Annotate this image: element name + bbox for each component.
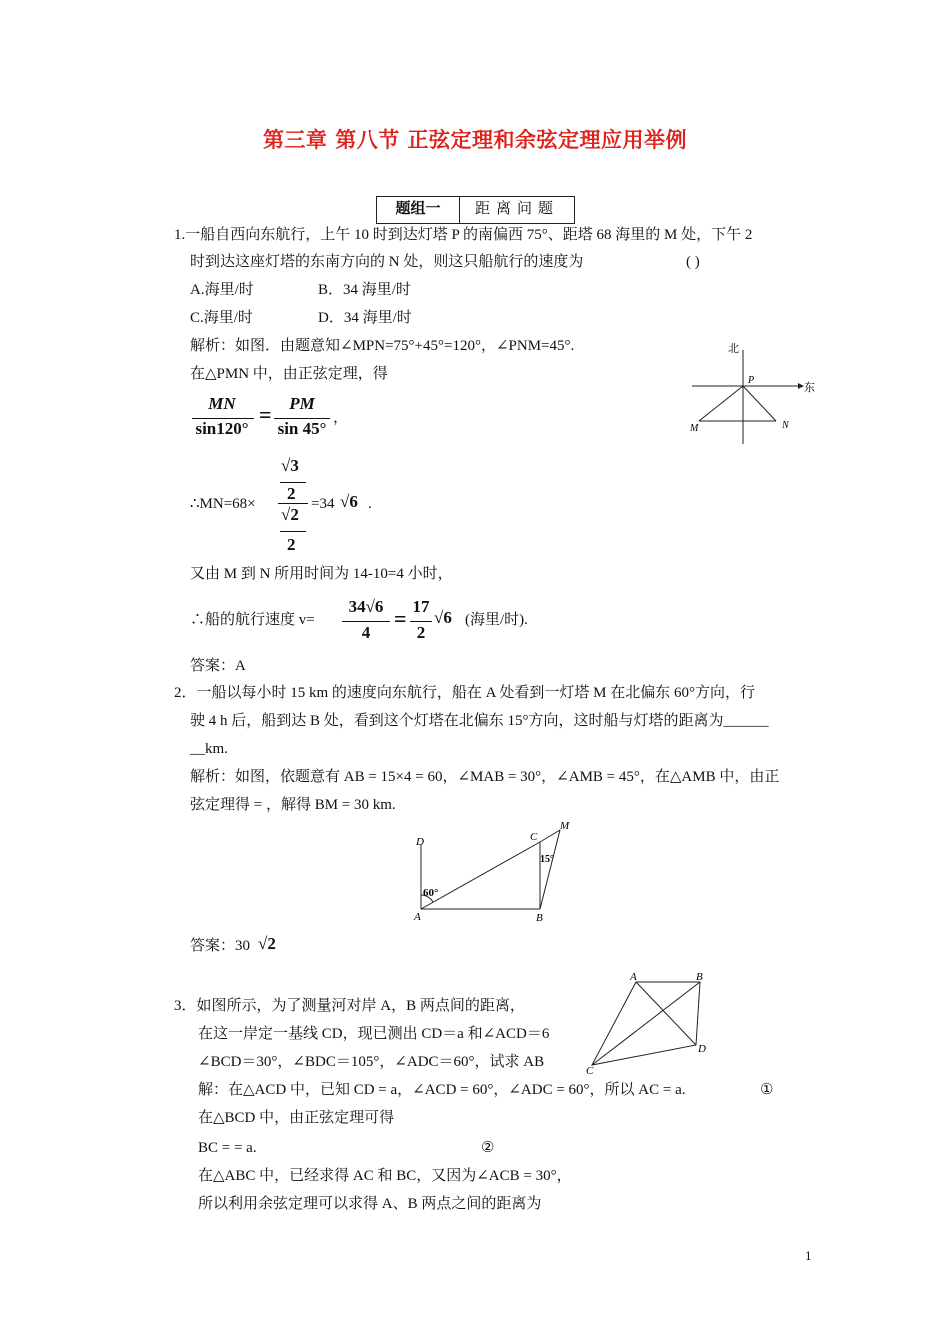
q2-line3: __km.: [190, 741, 228, 757]
q1-fig-pn-line: [743, 386, 776, 421]
q1-option-c: C.海里/时: [190, 310, 253, 326]
q2-fig-c: C: [530, 831, 538, 843]
q1-speed-num: 34√6: [348, 597, 384, 616]
q2-line1: 2．一船以每小时 15 km 的速度向东航行，船在 A 处看到一灯塔 M 在北偏东 60°方向，行: [174, 685, 756, 701]
q2-solution-line1: 解析：如图，依题意有 AB = 15×4 = 60，∠MAB = 30°，∠AMB = 45°，在△AMB 中，由正: [190, 769, 780, 785]
q1-speed-prefix: ∴船的航行速度 v=: [190, 612, 315, 628]
q3-fig-b: B: [696, 971, 703, 983]
q2-answer: 答案：30: [190, 938, 251, 954]
q1-frac-right: [274, 394, 330, 439]
q3-fig-a: A: [630, 971, 637, 983]
q2-fig-a: A: [414, 911, 421, 923]
q3-solution-line5: 所以利用余弦定理可以求得 A、B 两点之间的距离为: [198, 1196, 542, 1212]
q1-frac-right-bar: [274, 418, 330, 419]
q3-mark1: ①: [760, 1082, 774, 1098]
q1-mn-result: =34: [311, 496, 335, 512]
q2-fig-d: D: [416, 836, 424, 848]
q3-solution-line1: 解：在△ACD 中，已知 CD = a，∠ACD = 60°，∠ADC = 60°，所以 AC = a.: [198, 1082, 686, 1098]
q1-mn-main-bar: [278, 503, 308, 504]
q2-figure: [408, 816, 578, 926]
q1-fig-n: N: [782, 420, 789, 431]
q1-frac-left-num: MN: [208, 394, 236, 413]
q1-solution-line1: 解析：如图．由题意知∠MPN=75°+45°=120°，∠PNM=45°.: [190, 338, 575, 354]
q1-line1: 1.一船自西向东航行，上午 10 时到达灯塔 P 的南偏西 75°、距塔 68 海里的 M 处，下午 2: [174, 227, 753, 243]
q1-solution-line2: 在△PMN 中，由正弦定理，得: [190, 366, 388, 382]
q1-speed-den2: 2: [416, 623, 426, 642]
q2-fig-b: B: [536, 912, 543, 924]
q1-paren: ( ): [686, 254, 700, 270]
q1-frac-eq: =: [259, 402, 272, 427]
q1-speed-root: √6: [434, 608, 452, 627]
q1-speed-bar2: [410, 621, 432, 622]
q1-mn-two-a: 2: [287, 484, 296, 503]
q1-fig-north: 北: [728, 343, 739, 355]
group-table: [376, 196, 575, 224]
page-number: 1: [805, 1248, 812, 1263]
q1-mn-bar-b: [280, 531, 306, 532]
q1-time-line: 又由 M 到 N 所用时间为 14-10=4 小时，: [190, 566, 453, 582]
q1-frac-left-bar: [192, 418, 254, 419]
group-topic: 距离问题: [474, 201, 559, 217]
q2-fig-am-line: [421, 842, 540, 909]
q2-fig-angle-15: 15°: [540, 854, 554, 865]
q2-answer-root: √2: [258, 934, 276, 953]
q2-line2: 驶 4 h 后，船到达 B 处，看到这个灯塔在北偏东 15°方向，这时船与灯塔的距离为______: [190, 713, 769, 729]
q1-answer: 答案：A: [190, 658, 246, 674]
q1-speed-unit: (海里/时).: [465, 612, 528, 628]
q1-mn-bar-a: [280, 482, 306, 483]
q2-fig-bm-line: [540, 830, 560, 909]
q1-frac-right-den: sin 45°: [277, 419, 327, 438]
q1-option-b: B．34 海里/时: [318, 282, 411, 298]
q1-speed-frac2: [410, 597, 432, 643]
q3-line2: 在这一岸定一基线 CD，现已测出 CD＝a 和∠ACD＝6: [198, 1026, 550, 1042]
q1-speed-den: 4: [361, 623, 371, 642]
q2-solution-line2: 弦定理得 = ，解得 BM = 30 km.: [190, 797, 396, 813]
q1-speed-eq: =: [394, 606, 407, 631]
q1-option-d: D．34 海里/时: [318, 310, 412, 326]
q3-solution-line3: BC = = a.: [198, 1140, 257, 1156]
q1-mn-result-root: √6: [340, 492, 358, 511]
q2-fig-m: M: [560, 820, 570, 832]
q1-speed-num2: 17: [412, 597, 430, 616]
q3-fig-c: C: [586, 1065, 594, 1076]
q1-frac-right-num: PM: [289, 394, 315, 413]
group-label: 题组一: [377, 197, 460, 223]
q1-fig-m: M: [690, 423, 699, 434]
q3-line3: ∠BCD＝30°，∠BDC＝105°，∠ADC＝60°，试求 AB: [198, 1054, 545, 1070]
q1-mn-period: .: [368, 496, 372, 512]
q3-fig-d: D: [698, 1043, 706, 1055]
q3-line1: 3．如图所示，为了测量河对岸 A，B 两点间的距离，: [174, 998, 525, 1014]
q1-mn-prefix: ∴MN=68×: [190, 496, 256, 512]
q3-solution-line2: 在△BCD 中，由正弦定理可得: [198, 1110, 395, 1126]
q1-speed-bar: [342, 621, 390, 622]
q1-fig-pm-line: [699, 386, 743, 421]
q1-frac-left-den: sin120°: [195, 419, 249, 438]
q3-figure: [584, 968, 720, 1076]
q1-line2: 时到达这座灯塔的东南方向的 N 处，则这只船航行的速度为: [190, 254, 584, 270]
q1-frac-left: [192, 394, 252, 439]
q1-figure: [680, 336, 820, 448]
q1-speed-frac: [342, 597, 390, 643]
q1-fig-east: 东: [804, 382, 815, 394]
q1-option-a: A.海里/时: [190, 282, 254, 298]
q3-mark2: ②: [481, 1140, 495, 1156]
q3-solution-line4: 在△ABC 中，已经求得 AC 和 BC，又因为∠ACB = 30°，: [198, 1168, 572, 1184]
q1-frac-comma: ，: [333, 410, 349, 426]
q1-mn-sqrt2: √2: [281, 505, 299, 524]
q3-fig-bc-line: [592, 982, 700, 1065]
q1-mn-two-b: 2: [287, 535, 296, 554]
q1-mn-sqrt3: √3: [281, 456, 299, 475]
q1-fig-p: P: [748, 375, 755, 386]
page-title: 第三章 第八节 正弦定理和余弦定理应用举例: [262, 127, 688, 152]
q2-fig-angle-60: 60°: [423, 887, 439, 899]
